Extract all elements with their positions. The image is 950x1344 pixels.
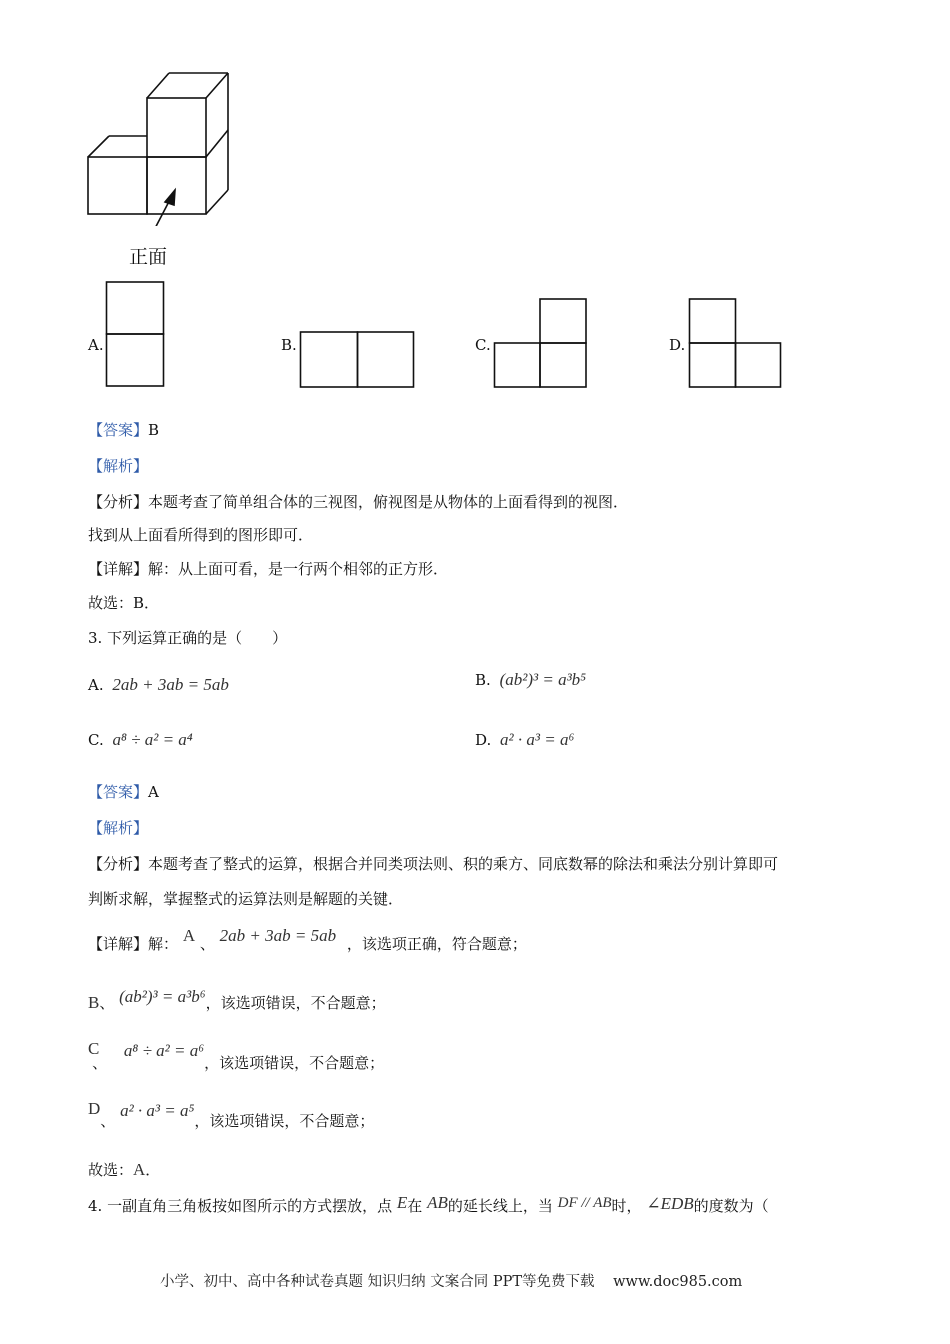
q2-fenxi-text: 本题考查了简单组合体的三视图，俯视图是从物体的上面看得到的视图． <box>148 493 629 511</box>
q3-fenxi <box>88 853 778 874</box>
q3-option-d-label: D. <box>475 731 492 749</box>
q4-angle-expr: ∠EDB <box>646 1194 694 1213</box>
q3-detail-d-sep: 、 <box>100 1112 116 1130</box>
q2-option-a-figure <box>105 280 167 390</box>
q3-conclusion-value: A <box>133 1160 146 1179</box>
q3-option-b <box>475 670 586 690</box>
q3-answer <box>88 781 159 802</box>
q3-option-b-expr: (ab²)³ = a³b⁵ <box>499 670 587 689</box>
q3-detail-c <box>88 1039 385 1072</box>
q4-part4: 时， <box>611 1197 642 1215</box>
q3-detail-b <box>88 987 386 1013</box>
q2-answer <box>88 419 159 440</box>
q3-detail-c-sep: 、 <box>92 1054 108 1072</box>
q2-answer-value: B <box>148 421 160 439</box>
q3-option-d-expr: a² · a³ = a⁶ <box>500 730 575 749</box>
q3-detail-label: 【详解】 <box>88 935 149 953</box>
q3-detail-a-sep: 、 <box>199 935 215 953</box>
q4-part3: 的延长线上，当 <box>447 1197 553 1215</box>
q3-question: 3. 下列运算正确的是（ ） <box>88 629 288 647</box>
q2-detail <box>88 558 448 579</box>
q4-part5: 的度数为（ <box>693 1197 769 1215</box>
q4-parallel-expr: DF // AB <box>557 1195 612 1211</box>
q3-answer-label: 【答案】 <box>88 783 149 801</box>
q2-option-b-label: B. <box>281 336 297 354</box>
q2-detail-text: 解：从上面可看，是一行两个相邻的正方形． <box>148 560 449 578</box>
page-footer <box>160 1270 742 1291</box>
q2-fenxi-text2: 找到从上面看所得到的图形即可． <box>88 526 314 544</box>
q3-detail-prefix: 解： <box>148 935 179 953</box>
q3-detail-d <box>88 1099 375 1130</box>
q4-part1: 4. 一副直角三角板按如图所示的方式摆放，点 <box>88 1197 393 1215</box>
q3-detail-c-letter: C <box>88 1039 100 1058</box>
q2-conclusion: 故选：B． <box>88 594 160 612</box>
q3-option-b-label: B. <box>475 671 491 689</box>
q2-fenxi <box>88 491 628 512</box>
q3-answer-value: A <box>148 783 159 801</box>
q3-detail-d-expr: a² · a³ = a⁵ <box>120 1101 195 1120</box>
q3-detail-b-text: ，该选项错误，不合题意； <box>205 994 386 1012</box>
q2-option-a-label: A. <box>88 336 104 354</box>
q3-analysis-label: 【解析】 <box>88 819 149 837</box>
q3-detail-d-letter: D <box>88 1099 101 1118</box>
q3-detail-a-letter: A <box>182 926 196 945</box>
q3-fenxi-text2: 判断求解，掌握整式的运算法则是解题的关键． <box>88 890 404 908</box>
q3-option-a-label: A. <box>88 676 104 694</box>
front-label: 正面 <box>129 246 168 268</box>
q2-analysis-label: 【解析】 <box>88 457 149 475</box>
q3-detail-a-expr: 2ab + 3ab = 5ab <box>219 926 337 945</box>
q3-detail-c-expr: a⁸ ÷ a² = a⁶ <box>123 1041 205 1060</box>
q3-detail-b-expr: (ab²)³ = a³b⁶ <box>119 987 206 1006</box>
q2-option-d-label: D. <box>669 336 686 354</box>
q3-detail-a-text: ，该选项正确，符合题意； <box>346 935 527 953</box>
footer-text: 小学、初中、高中各种试卷真题 知识归纳 文案合同 PPT等免费下载 <box>160 1274 595 1290</box>
q3-option-c-expr: a⁸ ÷ a² = a⁴ <box>112 730 193 749</box>
q3-fenxi-text: 本题考查了整式的运算，根据合并同类项法则、积的乘方、同底数幂的除法和乘法分别计算即可 <box>148 855 779 873</box>
q3-detail-a <box>88 926 527 954</box>
q3-option-a-expr: 2ab + 3ab = 5ab <box>112 675 229 694</box>
q3-conclusion <box>88 1159 160 1180</box>
q4-part2: 在 <box>407 1197 423 1215</box>
q3-conclusion-suffix: ． <box>145 1161 161 1179</box>
q2-option-c-label: C. <box>475 336 491 354</box>
q4-point-e: E <box>396 1193 408 1212</box>
q3-option-d <box>475 730 574 750</box>
q4-seg-ab: AB <box>427 1193 448 1212</box>
q3-fenxi-label: 【分析】 <box>88 855 149 873</box>
q2-option-c-figure <box>493 297 591 390</box>
q3-detail-b-letter: B <box>88 993 100 1012</box>
q3-option-c-label: C. <box>88 731 104 749</box>
q2-option-d-figure <box>688 297 786 390</box>
q3-option-c <box>88 730 193 750</box>
q3-detail-b-sep: 、 <box>99 994 115 1012</box>
q3-option-a <box>88 675 229 695</box>
q3-conclusion-prefix: 故选： <box>88 1161 134 1179</box>
q2-fenxi-label: 【分析】 <box>88 493 149 511</box>
footer-url[interactable]: www.doc985.com <box>613 1274 743 1290</box>
q2-detail-label: 【详解】 <box>88 560 149 578</box>
q2-option-b-figure <box>299 330 417 390</box>
q4-question <box>88 1195 769 1216</box>
q3-detail-c-text: ，该选项错误，不合题意； <box>204 1054 385 1072</box>
cube-assembly-figure <box>80 66 240 226</box>
q2-answer-label: 【答案】 <box>88 421 149 439</box>
q3-detail-d-text: ，该选项错误，不合题意； <box>194 1112 375 1130</box>
